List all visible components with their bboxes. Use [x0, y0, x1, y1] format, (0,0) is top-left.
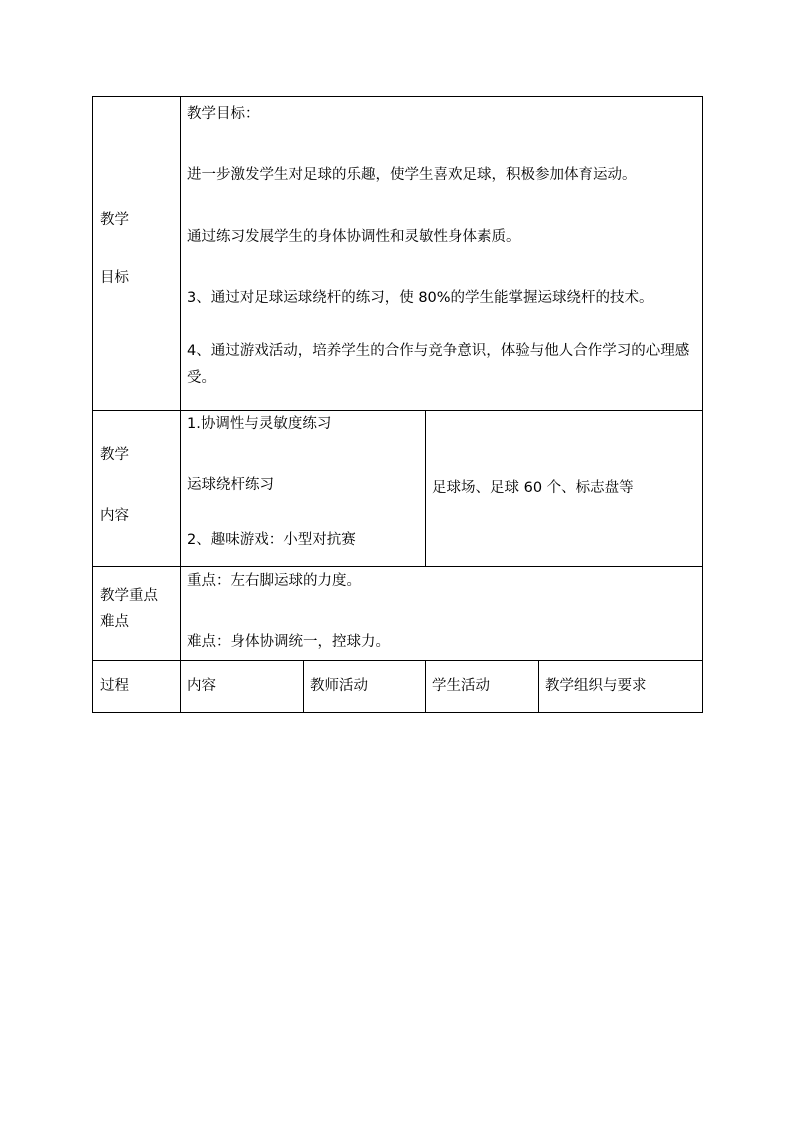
key-points-label-line2: 难点	[100, 614, 129, 631]
process-header-label: 过程	[100, 677, 129, 694]
key-points-content-cell	[181, 567, 703, 661]
organization-header-cell	[539, 661, 703, 713]
content-label-cell	[93, 411, 181, 567]
objective-item-3: 3、通过对足球运球绕杆的练习，使 80%的学生能掌握运球绕杆的技术。	[187, 290, 654, 307]
equipment-text: 足球场、足球 60 个、标志盘等	[432, 479, 634, 496]
objectives-label-line1: 教学	[100, 212, 129, 228]
objective-item-1: 进一步激发学生对足球的乐趣，使学生喜欢足球，积极参加体育运动。	[187, 167, 637, 184]
objectives-label-cell	[93, 97, 181, 411]
teacher-activity-header-cell	[304, 661, 426, 713]
lesson-plan-table	[92, 96, 703, 713]
teacher-activity-header-label: 教师活动	[310, 677, 368, 694]
key-points-row	[93, 567, 703, 661]
process-header-row	[93, 661, 703, 713]
equipment-cell	[426, 411, 703, 567]
content-item-1: 1.协调性与灵敏度练习	[187, 416, 332, 432]
content-header-label: 内容	[187, 677, 216, 694]
key-point-difficulty: 难点：身体协调统一，控球力。	[187, 634, 390, 651]
content-label-line1: 教学	[100, 447, 129, 463]
content-item-2: 运球绕杆练习	[187, 477, 274, 494]
key-points-label-line1: 教学重点	[100, 588, 158, 604]
content-item-3: 2、趣味游戏：小型对抗赛	[187, 531, 356, 548]
organization-header-label: 教学组织与要求	[545, 677, 647, 694]
objectives-heading: 教学目标：	[187, 106, 260, 122]
process-header-cell	[93, 661, 181, 713]
objectives-row	[93, 97, 703, 411]
objectives-label-line2: 目标	[100, 270, 129, 287]
content-header-cell	[181, 661, 304, 713]
student-activity-header-label: 学生活动	[432, 677, 490, 694]
content-label-line2: 内容	[100, 508, 129, 525]
key-point-focus: 重点：左右脚运球的力度。	[187, 573, 361, 589]
objective-item-2: 通过练习发展学生的身体协调性和灵敏性身体素质。	[187, 228, 521, 245]
content-items-cell	[181, 411, 426, 567]
objectives-content-cell	[181, 97, 703, 411]
key-points-label-cell	[93, 567, 181, 661]
objective-item-4: 4、通过游戏活动，培养学生的合作与竞争意识，体验与他人合作学习的心理感受。	[187, 342, 690, 386]
student-activity-header-cell	[426, 661, 539, 713]
content-row	[93, 411, 703, 567]
